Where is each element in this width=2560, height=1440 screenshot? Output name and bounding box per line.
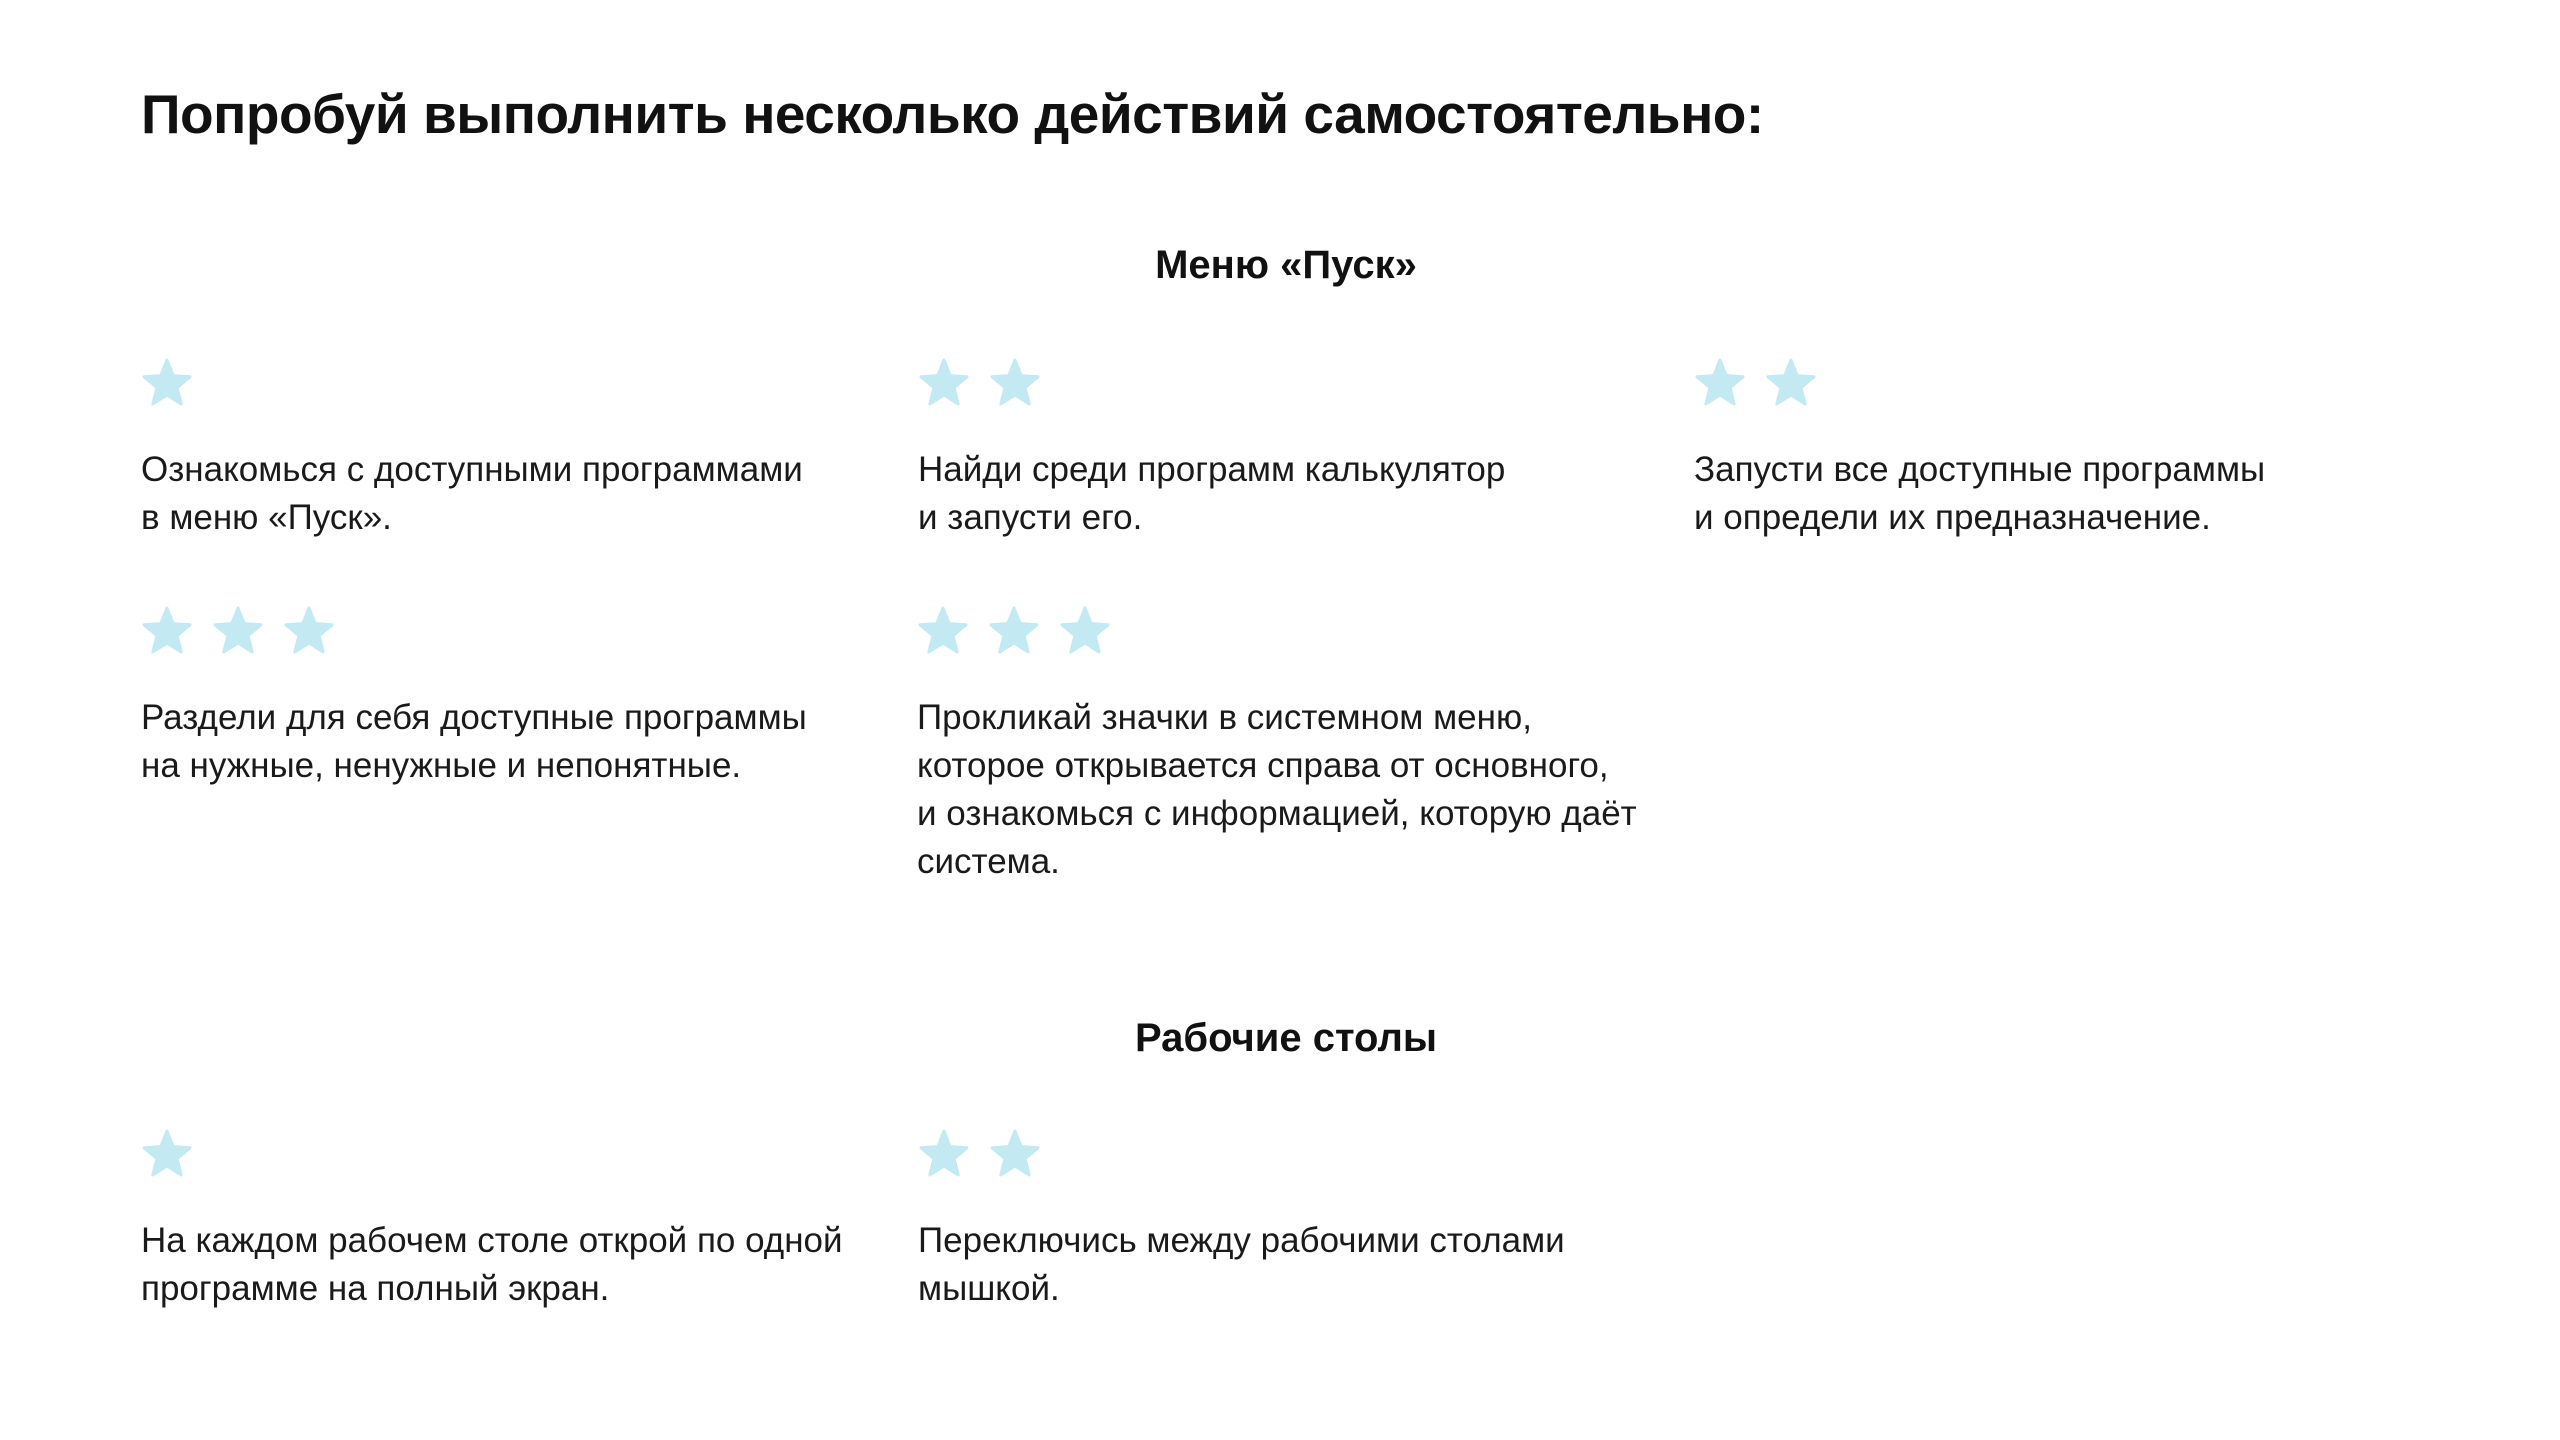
task-text: Прокликай значки в системном меню, которое открывается справа от основного, и ознакомься с информацией, которую даёт система. [917,698,1637,881]
task-card [141,356,901,542]
task-text: Запусти все доступные программы и определи их предназначение. [1694,450,2266,537]
task-text: Ознакомься с доступными программами в меню «Пуск». [141,450,803,537]
task-text: Переключись между рабочими столами мышкой. [918,1221,1565,1308]
section-title-start-menu: Меню «Пуск» [1155,243,1417,287]
difficulty-stars [918,1127,1678,1181]
star-icon [1765,357,1817,409]
star-icon [283,605,335,657]
difficulty-stars [141,604,901,658]
task-text: На каждом рабочем столе открой по одной программе на полный экран. [141,1221,843,1308]
task-card [141,1127,901,1313]
difficulty-stars [141,356,901,410]
task-text: Раздели для себя доступные программы на нужные, ненужные и непонятные. [141,698,807,785]
star-icon [989,357,1041,409]
page-title: Попробуй выполнить несколько действий самостоятельно: [141,83,1764,145]
task-text: Найди среди программ калькулятор и запусти его. [918,450,1506,537]
difficulty-stars [141,1127,901,1181]
task-card [918,1127,1678,1313]
difficulty-stars [918,356,1678,410]
star-icon [141,605,193,657]
star-icon [212,605,264,657]
star-icon [141,1128,193,1180]
task-card [141,604,901,790]
star-icon [1059,605,1111,657]
star-icon [988,605,1040,657]
task-card [918,356,1678,542]
task-card [917,604,1677,886]
difficulty-stars [917,604,1677,658]
star-icon [141,357,193,409]
difficulty-stars [1694,356,2454,410]
star-icon [918,1128,970,1180]
star-icon [989,1128,1041,1180]
star-icon [918,357,970,409]
star-icon [917,605,969,657]
star-icon [1694,357,1746,409]
section-title-desktops: Рабочие столы [1134,1016,1438,1060]
task-card [1694,356,2454,542]
